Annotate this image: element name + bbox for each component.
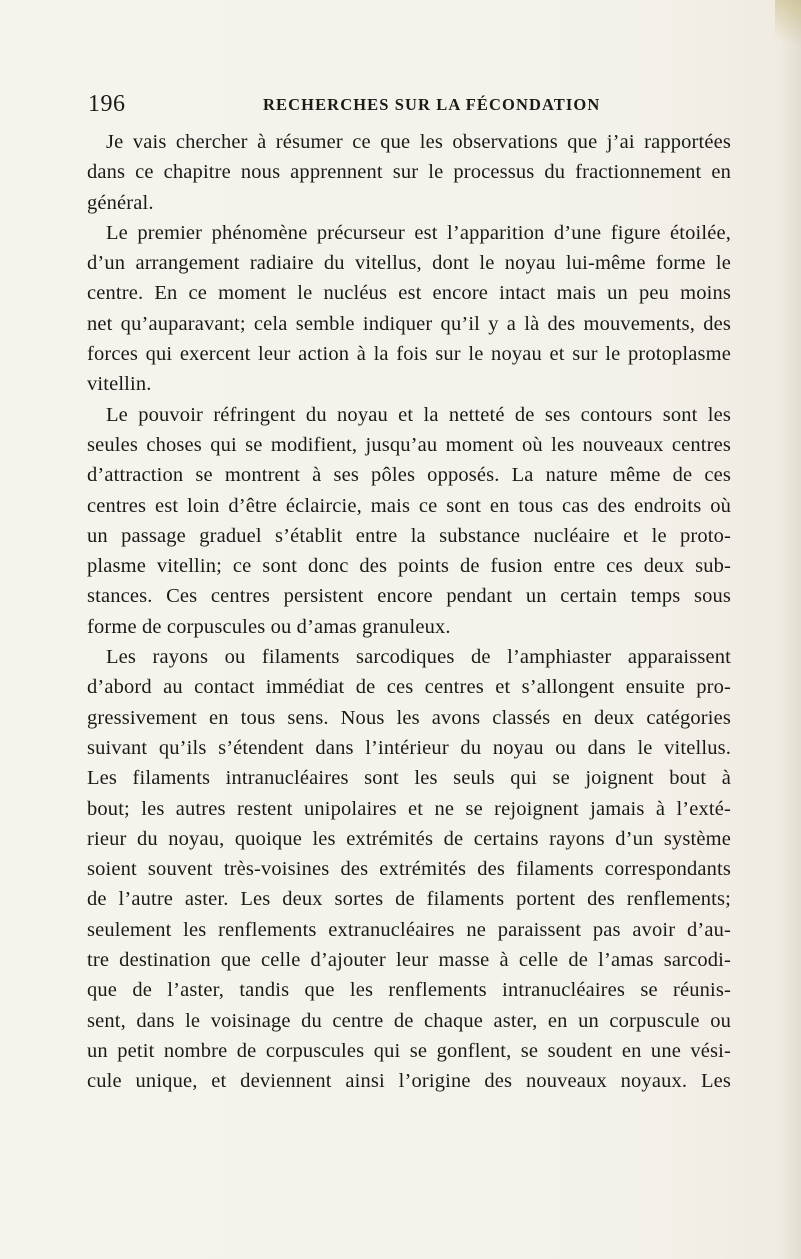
text-line: sent, dans le voisinage du centre de chaque aster, en un corpuscule ou bbox=[87, 1009, 731, 1032]
page-number: 196 bbox=[88, 91, 126, 117]
text-line: centre. En ce moment le nucléus est encore intact mais un peu moins bbox=[87, 282, 731, 305]
text-line: d’un arrangement radiaire du vitellus, dont le noyau lui-même forme le bbox=[87, 252, 731, 275]
text-line: soient souvent très-voisines des extrémités des filaments correspondants bbox=[87, 858, 731, 881]
text-line: Les rayons ou filaments sarcodiques de l’amphiaster apparaissent bbox=[106, 646, 731, 669]
body-text bbox=[87, 127, 731, 1097]
text-line: Le premier phénomène précurseur est l’apparition d’une figure étoilée, bbox=[106, 221, 731, 244]
text-line: un passage graduel s’établit entre la substance nucléaire et le proto- bbox=[87, 524, 731, 547]
text-line: d’attraction se montrent à ses pôles opposés. La nature même de ces bbox=[87, 464, 731, 487]
text-line: bout; les autres restent unipolaires et ne se rejoignent jamais à l’exté- bbox=[87, 797, 731, 820]
page-header bbox=[88, 90, 728, 120]
text-line: Les filaments intranucléaires sont les seuls qui se joignent bout à bbox=[87, 767, 731, 790]
page-edge-shadow bbox=[779, 0, 801, 1259]
text-line: que de l’aster, tandis que les renflements intranucléaires se réunis- bbox=[87, 979, 731, 1002]
text-line: rieur du noyau, quoique les extrémités de certains rayons d’un système bbox=[87, 827, 731, 850]
text-line: forces qui exercent leur action à la fois sur le noyau et sur le protoplasme bbox=[87, 343, 731, 366]
text-line: forme de corpuscules ou d’amas granuleux. bbox=[87, 615, 451, 638]
running-title: RECHERCHES SUR LA FÉCONDATION bbox=[263, 95, 601, 114]
text-line: général. bbox=[87, 191, 154, 214]
text-line: tre destination que celle d’ajouter leur masse à celle de l’amas sarcodi- bbox=[87, 949, 731, 972]
text-line: vitellin. bbox=[87, 373, 152, 396]
text-line: centres est loin d’être éclaircie, mais ce sont en tous cas des endroits où bbox=[87, 494, 731, 517]
text-line: Le pouvoir réfringent du noyau et la netteté de ses contours sont les bbox=[106, 403, 731, 426]
text-line: gressivement en tous sens. Nous les avons classés en deux catégories bbox=[87, 706, 731, 729]
text-line: plasme vitellin; ce sont donc des points de fusion entre ces deux sub- bbox=[87, 555, 731, 578]
text-line: cule unique, et deviennent ainsi l’origine des nouveaux noyaux. Les bbox=[87, 1070, 731, 1093]
text-line: stances. Ces centres persistent encore pendant un certain temps sous bbox=[87, 585, 731, 608]
paper-stain bbox=[775, 0, 801, 60]
text-line: net qu’auparavant; cela semble indiquer qu’il y a là des mouvements, des bbox=[87, 312, 731, 335]
text-line: Je vais chercher à résumer ce que les observations que j’ai rapportées bbox=[106, 131, 731, 153]
text-line: seulement les renflements extranucléaires ne paraissent pas avoir d’au- bbox=[87, 918, 731, 941]
text-line: suivant qu’ils s’étendent dans l’intérieur du noyau ou dans le vitellus. bbox=[87, 736, 731, 759]
text-line: de l’autre aster. Les deux sortes de filaments portent des renflements; bbox=[87, 888, 731, 911]
text-line: dans ce chapitre nous apprennent sur le processus du fractionnement en bbox=[87, 161, 731, 184]
text-line: un petit nombre de corpuscules qui se gonflent, se soudent en une vési- bbox=[87, 1039, 731, 1062]
text-line: seules choses qui se modifient, jusqu’au moment où les nouveaux centres bbox=[87, 433, 731, 456]
text-line: d’abord au contact immédiat de ces centres et s’allongent ensuite pro- bbox=[87, 676, 731, 699]
